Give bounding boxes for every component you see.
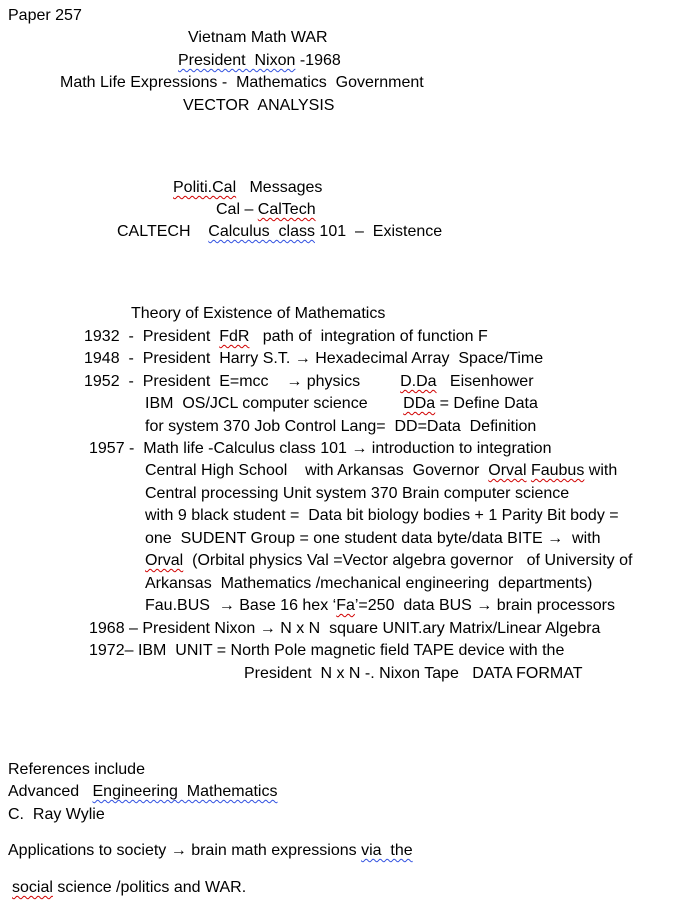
title-line: Math Life Expressions - Mathematics Government (60, 74, 424, 91)
theory-line: for system 370 Job Control Lang= DD=Data Definition (145, 418, 537, 435)
title-president-nixon: President Nixon (178, 52, 296, 69)
caltech-term: CalTech (257, 201, 316, 218)
politics-line: CALTECH Calculus class 101 – Existence (117, 223, 443, 240)
theory-line: Central High School with Arkansas Governor Orval Faubus with (145, 462, 618, 479)
title-line (178, 51, 341, 71)
theory-line: Central processing Unit system 370 Brain computer science (145, 485, 570, 502)
title-line: VECTOR ANALYSIS (183, 97, 335, 114)
politics-line: Politi.Cal Messages (173, 179, 323, 196)
politics-term: Politi.Cal (173, 179, 237, 196)
paper-label: Paper 257 (8, 7, 82, 24)
dda-term: DDa (403, 395, 436, 412)
title-line: Vietnam Math WAR (188, 29, 328, 46)
theory-heading: Theory of Existence of Mathematics (131, 305, 386, 322)
politics-line: Cal – CalTech (216, 201, 316, 218)
theory-line: Orval (Orbital physics Val =Vector algebra governor of University of (145, 552, 633, 569)
theory-line: President N x N -. Nixon Tape DATA FORMAT (244, 665, 583, 682)
theory-line: 1952 - President E=mcc → physics D.Da Eisenhower (84, 373, 534, 390)
reference-author: C. Ray Wylie (8, 806, 105, 823)
theory-line: 1957 - Math life -Calculus class 101 → introduction to integration (89, 440, 552, 457)
theory-line: 1948 - President Harry S.T. → Hexadecimal Array Space/Time (84, 350, 544, 367)
theory-line: IBM OS/JCL computer science DDa = Define Data (145, 395, 538, 412)
applications-line: social science /politics and WAR. (12, 879, 247, 896)
dda-term: D.Da (400, 373, 437, 390)
faubus-term: Faubus (530, 462, 585, 479)
title-year: -1968 (295, 52, 341, 69)
theory-line: one SUDENT Group = one student data byte/data BITE → with (145, 530, 601, 547)
fdr-term: FdR (219, 328, 250, 345)
via-the-term: via the (361, 842, 413, 859)
fa-term: Fa (336, 597, 355, 614)
references-heading: References include (8, 761, 145, 778)
social-term: social (12, 879, 53, 896)
calculus-class-term: Calculus class (208, 223, 315, 240)
book-title: Engineering Mathematics (92, 783, 278, 800)
applications-line: Applications to society → brain math expressions via the (8, 842, 413, 859)
theory-line: 1968 – President Nixon → N x N square UNIT.ary Matrix/Linear Algebra (89, 620, 601, 637)
theory-line: Fau.BUS → Base 16 hex ‘Fa’=250 data BUS → brain processors (145, 597, 616, 614)
theory-line: with 9 black student = Data bit biology bodies + 1 Parity Bit body = (145, 507, 619, 524)
theory-line: Arkansas Mathematics /mechanical engineering departments) (145, 575, 593, 592)
theory-line: 1972– IBM UNIT = North Pole magnetic field TAPE device with the (89, 642, 565, 659)
theory-line: 1932 - President FdR path of integration of function F (84, 328, 488, 345)
orval-term: Orval (488, 462, 527, 479)
reference-book: Advanced Engineering Mathematics (8, 783, 278, 800)
orval-term: Orval (145, 552, 184, 569)
